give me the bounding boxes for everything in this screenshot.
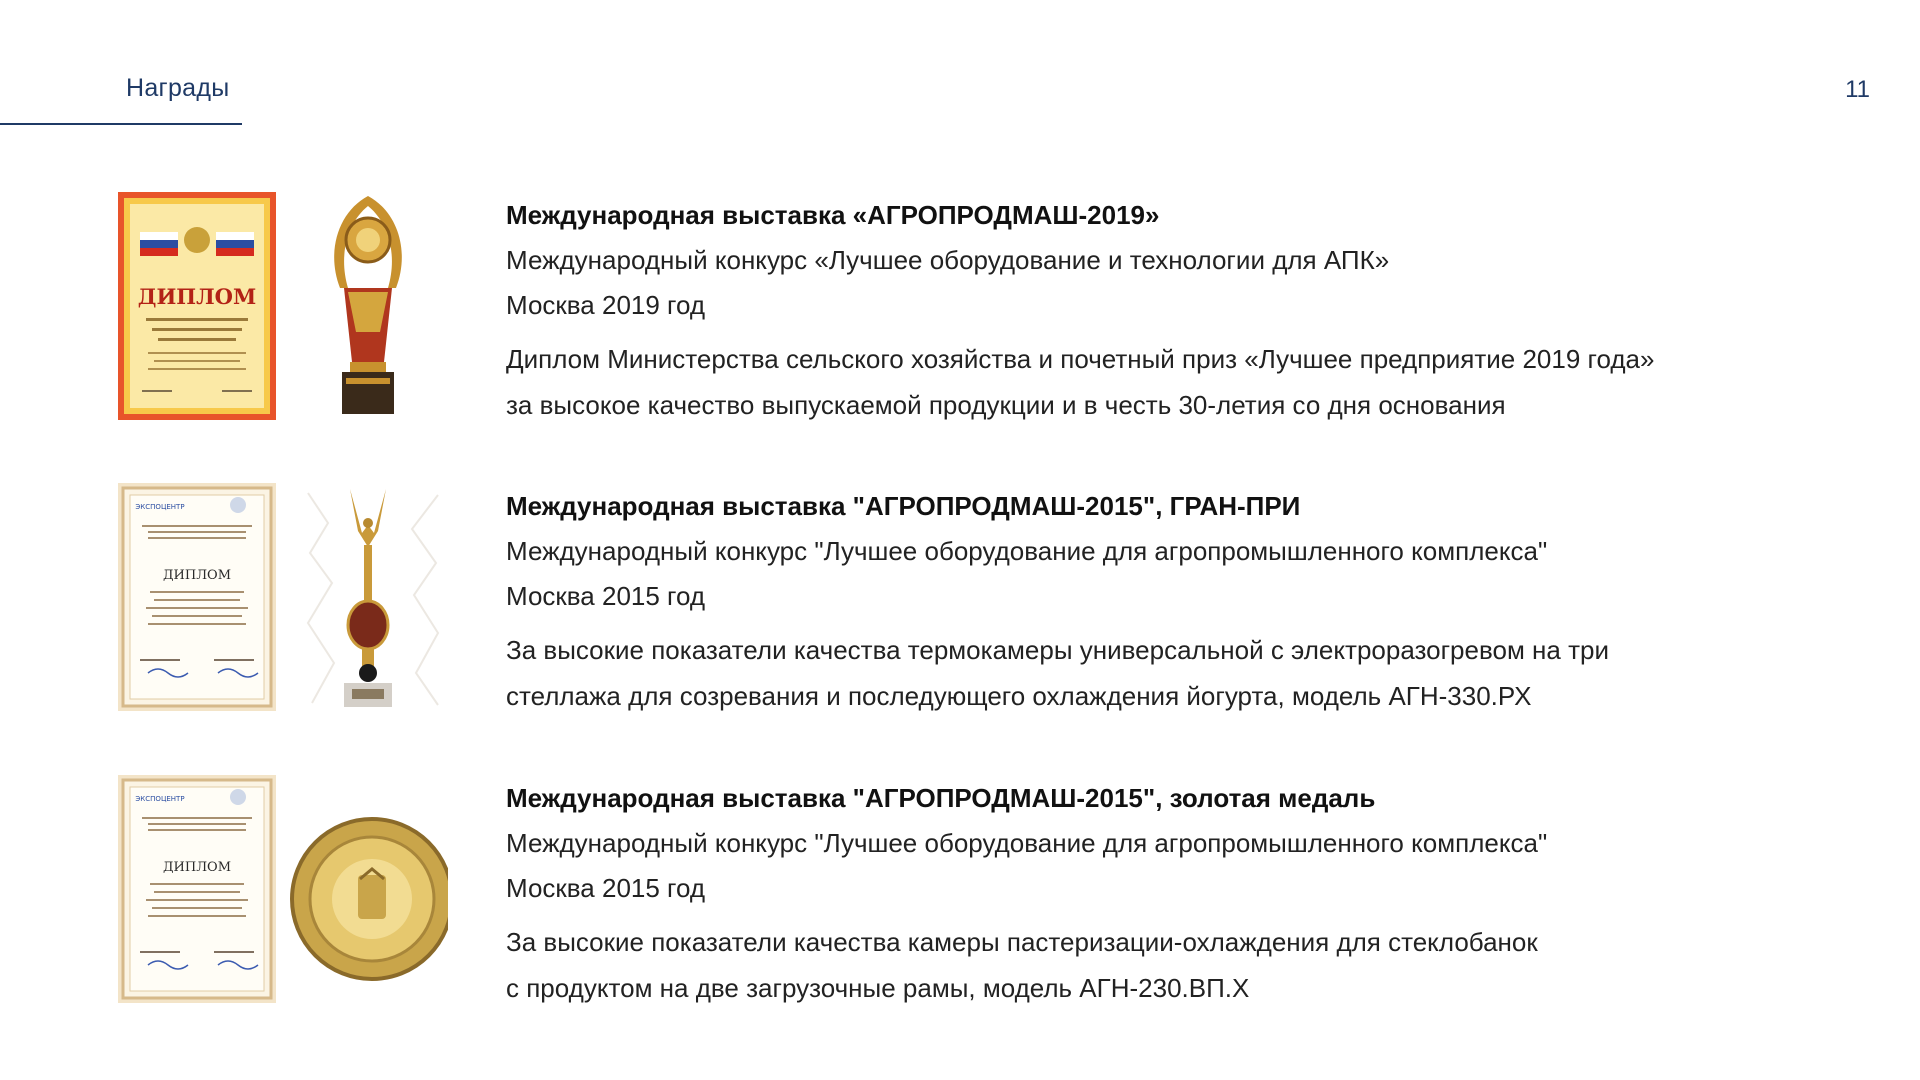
- award-images: [118, 192, 448, 422]
- award-description-line: с продуктом на две загрузочные рамы, модель АГН-230.ВП.Х: [506, 973, 1250, 1003]
- award-images: [118, 775, 448, 1005]
- diploma-image: [118, 483, 276, 711]
- award-description: [506, 336, 1806, 428]
- award-title: Международная выставка "АГРОПРОДМАШ-2015", ГРАН-ПРИ: [506, 491, 1301, 521]
- cup-trophy-image: [288, 192, 448, 420]
- award-location-year: Москва 2019 год: [506, 290, 706, 320]
- diploma-label: ДИПЛОМ: [162, 860, 232, 875]
- title-underline: [0, 123, 242, 125]
- page-title: Награды: [126, 74, 230, 102]
- award-location-year: Москва 2015 год: [506, 581, 706, 611]
- award-item: [0, 775, 1920, 1015]
- diploma-label: ДИПЛОМ: [137, 284, 257, 309]
- award-contest: Международный конкурс «Лучшее оборудование и технологии для АПК»: [506, 245, 1390, 275]
- award-description: [506, 919, 1806, 1011]
- award-description: [506, 627, 1806, 719]
- award-text: [506, 483, 1806, 719]
- diploma-organizer: ЭКСПОЦЕНТР: [135, 503, 185, 511]
- statuette-trophy-image: [288, 483, 448, 711]
- diploma-organizer: ЭКСПОЦЕНТР: [135, 795, 185, 803]
- award-item: [0, 192, 1920, 432]
- diploma-image: [118, 775, 276, 1003]
- page-number: 11: [1845, 76, 1870, 103]
- award-text: [506, 775, 1806, 1011]
- award-text: [506, 192, 1806, 428]
- award-location-year: Москва 2015 год: [506, 873, 706, 903]
- award-item: [0, 483, 1920, 723]
- award-images: [118, 483, 448, 713]
- award-contest: Международный конкурс "Лучшее оборудование для агропромышленного комплекса": [506, 536, 1548, 566]
- diploma-label: ДИПЛОМ: [162, 568, 232, 583]
- award-description-line: За высокие показатели качества камеры пастеризации-охлаждения для стеклобанок: [506, 927, 1538, 957]
- award-description-line: за высокое качество выпускаемой продукции и в честь 30-летия со дня основания: [506, 390, 1506, 420]
- award-title: Международная выставка «АГРОПРОДМАШ-2019»: [506, 200, 1160, 230]
- award-description-line: За высокие показатели качества термокамеры универсальной с электроразогревом на три: [506, 635, 1609, 665]
- award-title: Международная выставка "АГРОПРОДМАШ-2015", золотая медаль: [506, 783, 1376, 813]
- gold-medal-image: [288, 775, 448, 1003]
- award-description-line: стеллажа для созревания и последующего охлаждения йогурта, модель АГН-330.РХ: [506, 681, 1532, 711]
- award-contest: Международный конкурс "Лучшее оборудование для агропромышленного комплекса": [506, 828, 1548, 858]
- diploma-image: [118, 192, 276, 420]
- award-description-line: Диплом Министерства сельского хозяйства и почетный приз «Лучшее предприятие 2019 года»: [506, 344, 1655, 374]
